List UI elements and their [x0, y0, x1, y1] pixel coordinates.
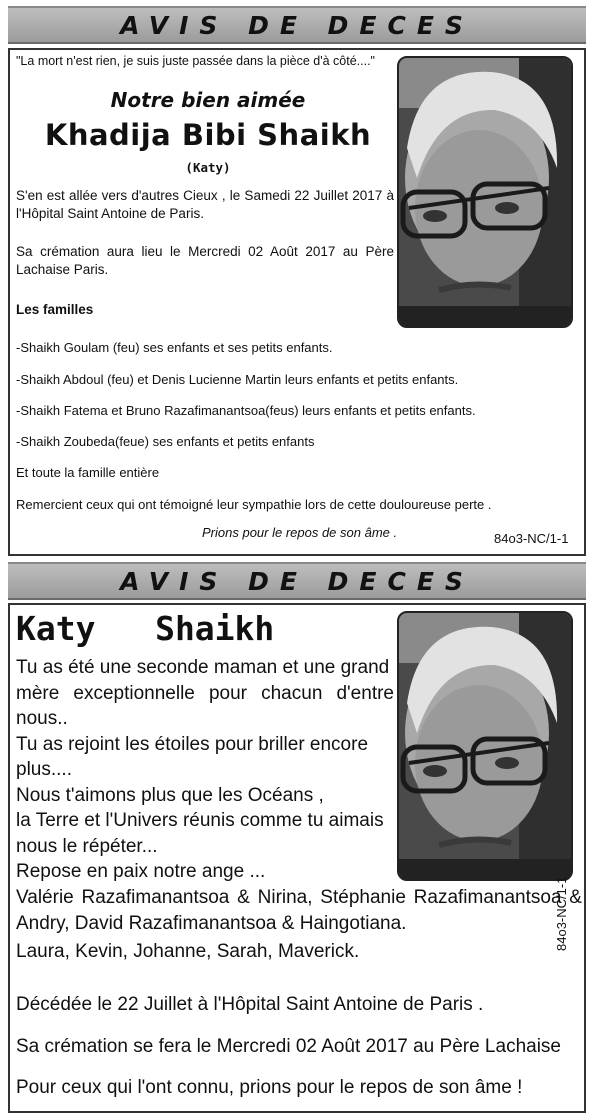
poem-line: nous le répéter... [16, 835, 158, 857]
prayer-line: Prions pour le repos de son âme . [202, 525, 398, 540]
family-line: -Shaikh Abdoul (feu) et Denis Lucienne Martin leurs enfants et petits enfants. [16, 372, 459, 387]
portrait-image [399, 58, 571, 326]
obituary-notice [8, 48, 586, 556]
family-line: -Shaikh Zoubeda(feue) ses enfants et petits enfants [16, 434, 315, 449]
poem-line: Repose en paix notre ange ... [16, 861, 266, 882]
reference-code: 84o3-NC/1-1 [494, 531, 569, 546]
poem-line: mère exceptionnelle pour chacun d'entre nous.. [16, 682, 394, 729]
dedication-lead: Notre bien aimée [110, 88, 306, 112]
poem-line: Tu as rejoint les étoiles pour briller encore [16, 733, 369, 755]
tribute-notice [8, 603, 586, 1113]
thanks-line: Remercient ceux qui ont témoigné leur sympathie lors de cette douloureuse perte . [16, 497, 492, 512]
cremation-paragraph: Sa crémation aura lieu le Mercredi 02 Août 2017 au Père Lachaise Paris. [16, 244, 394, 277]
families-heading: Les familles [16, 302, 94, 317]
family-line: -Shaikh Fatema et Bruno Razafimanantsoa(feus) leurs enfants et petits enfants. [16, 403, 476, 418]
notice-banner [8, 562, 586, 600]
deceased-nickname: (Katy) [185, 160, 231, 175]
death-line: Décédée le 22 Juillet à l'Hôpital Saint Antoine de Paris . [16, 994, 484, 1015]
family-line: -Shaikh Goulam (feu) ses enfants et ses petits enfants. [16, 340, 333, 355]
poem-line: Tu as été une seconde maman et une grand [16, 657, 390, 678]
tribute-poem [16, 655, 394, 885]
banner-title: AVIS DE DECES [120, 10, 474, 40]
poem-line: plus.... [16, 759, 72, 780]
deceased-name: Khadija Bibi Shaikh [44, 118, 372, 152]
banner-title: AVIS DE DECES [120, 566, 474, 596]
portrait-photo [397, 611, 573, 881]
family-line: Et toute la famille entière [16, 465, 160, 480]
tribute-name: Katy Shaikh [16, 609, 275, 648]
passing-paragraph: S'en est allée vers d'autres Cieux , le Samedi 22 Juillet 2017 à l'Hôpital Saint Antoine de Paris. [16, 188, 394, 221]
reference-code-vertical: 84o3-NC/1-1 [554, 876, 569, 951]
notice-banner [8, 6, 586, 44]
portrait-image [399, 613, 571, 879]
grandchildren-line: Laura, Kevin, Johanne, Sarah, Maverick. [16, 941, 360, 962]
poem-line: la Terre et l'Univers réunis comme tu aimais [16, 810, 384, 831]
cremation-line: Sa crémation se fera le Mercredi 02 Août 2017 au Père Lachaise [16, 1036, 561, 1057]
signatories: Valérie Razafimanantsoa & Nirina, Stéphanie Razafimanantsoa & Andry, David Razafimanantsoa & Haingotiana. [16, 887, 582, 934]
portrait-photo [397, 56, 573, 328]
epigraph-quote: "La mort n'est rien, je suis juste passée dans la pièce d'à côté...." [16, 54, 375, 68]
poem-line: Nous t'aimons plus que les Océans , [16, 784, 324, 806]
closing-line: Pour ceux qui l'ont connu, prions pour le repos de son âme ! [16, 1077, 523, 1098]
